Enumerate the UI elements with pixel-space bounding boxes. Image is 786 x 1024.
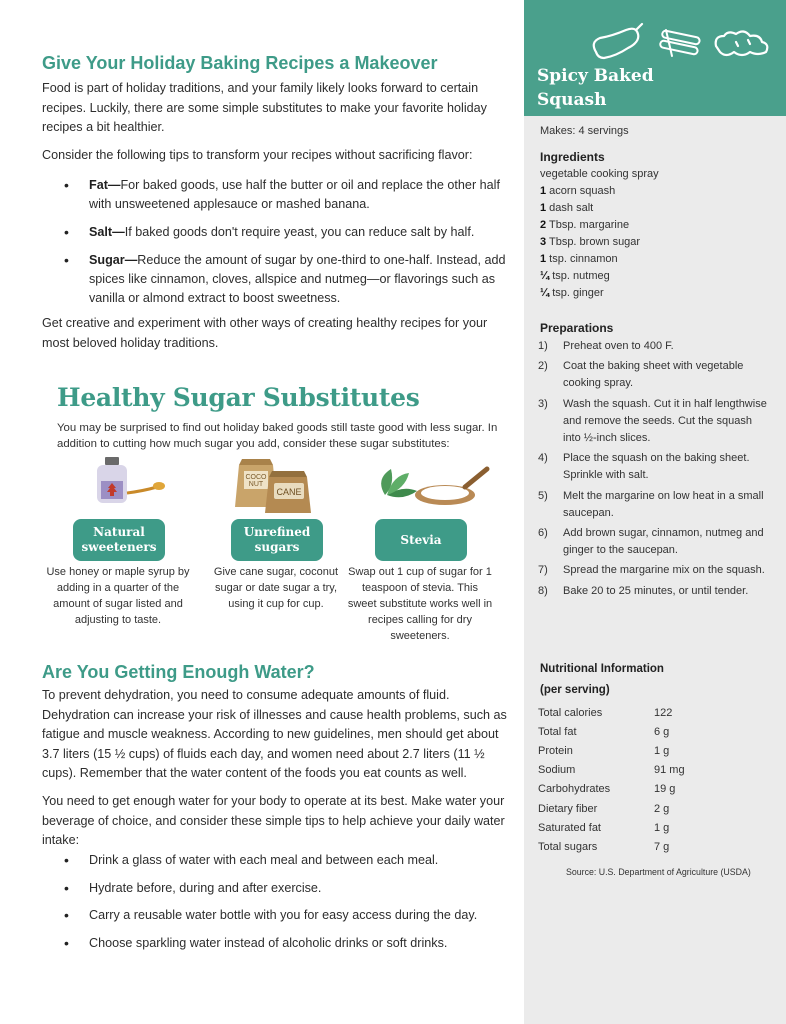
- recipe-header: [524, 0, 786, 116]
- source-note: Source: U.S. Department of Agriculture (USDA): [566, 867, 751, 877]
- cane-bag-label: CANE: [276, 487, 302, 497]
- ingredient: 2 Tbsp. margarine: [540, 219, 630, 231]
- water-heading: Are You Getting Enough Water?: [42, 662, 315, 682]
- servings: Makes: 4 servings: [540, 125, 629, 137]
- water-tip: • Drink a glass of water with each meal and between each meal.: [42, 851, 512, 870]
- squash-icon: [594, 24, 642, 58]
- ingredient: 1 dash salt: [540, 202, 594, 214]
- recipe-icons: [586, 20, 776, 64]
- prep-step: 6) Add brown sugar, cinnamon, nutmeg and ginger to the saucepan.: [538, 527, 764, 557]
- sugar-intro: You may be surprised to find out holiday baked goods still taste good with less sugar. In addition to cutting how much sugar you add, consider these sugar substitutes:: [57, 422, 498, 450]
- makeover-intro: Food is part of holiday traditions, and your family likely looks forward to certain recipes. Luckily, there are some simple substitutes to make your favorite holiday recipes a bit healthier.: [42, 81, 487, 134]
- water-tip: • Choose sparkling water instead of alcoholic drinks or soft drinks.: [42, 934, 512, 953]
- prep-step: 5) Melt the margarine on low heat in a small saucepan.: [538, 489, 764, 519]
- recipe-sidebar: [524, 0, 786, 1024]
- nutrition-row: Sodium 91 mg: [538, 764, 685, 777]
- nutrition-row: Total fat 6 g: [538, 725, 670, 738]
- sugar-substitutes-panel: [42, 380, 512, 642]
- nutrition-row: Saturated fat 1 g: [538, 821, 670, 834]
- tip-sugar: • Sugar—Reduce the amount of sugar by one-third to one-half. Instead, add spices like cinnamon, cloves, allspice and nutmeg—or flavorings such as vanilla or almond extract to boost sweetness.: [42, 251, 512, 308]
- ingredients-list: [540, 166, 659, 302]
- recipe-title: Spicy Baked Squash: [537, 66, 654, 110]
- ingredient: ¼ tsp. nutmeg: [540, 270, 610, 282]
- tip-fat: • Fat—For baked goods, use half the butter or oil and replace the other half with unsweetened applesauce or mashed banana.: [42, 176, 512, 214]
- nutrition-table: [538, 703, 685, 857]
- coconut-bag-label: COCO: [245, 474, 267, 481]
- unrefined-sugars-desc: Give cane sugar, coconut sugar or date sugar a try, using it cup for cup.: [213, 566, 339, 610]
- substitute-unrefined-sugars: [203, 455, 349, 625]
- water-tips: [42, 851, 512, 953]
- natural-sweeteners-desc: Use honey or maple syrup by adding in a quarter of the amount of sugar listed and adjusting to taste.: [46, 566, 190, 626]
- prep-step: 3) Wash the squash. Cut it in half lengthwise and remove the seeds. Cut the squash into ½-inch slices.: [538, 397, 767, 445]
- nutrition-row: Dietary fiber 2 g: [538, 802, 670, 815]
- nutrition-subheading: (per serving): [540, 684, 610, 696]
- nutrition-row: Total sugars 7 g: [538, 840, 670, 853]
- water-tip: • Carry a reusable water bottle with you for easy access during the day.: [42, 906, 512, 925]
- makeover-heading: Give Your Holiday Baking Recipes a Makeover: [42, 53, 438, 73]
- substitute-stevia: [347, 455, 493, 642]
- water-paragraph-2: You need to get enough water for your body to operate at its best. Make water your beverage of choice, and consider these simple tips to help achieve your daily water intake:: [42, 794, 505, 847]
- sugar-title: Healthy Sugar Substitutes: [57, 383, 420, 412]
- unrefined-sugars-label: Unrefined sugars: [231, 519, 323, 561]
- prep-step: 2) Coat the baking sheet with vegetable cooking spray.: [538, 360, 744, 390]
- ingredient: 1 tsp. cinnamon: [540, 253, 618, 265]
- ingredient: 3 Tbsp. brown sugar: [540, 236, 641, 248]
- substitute-natural-sweeteners: [45, 455, 191, 625]
- water-paragraph-1: To prevent dehydration, you need to consume adequate amounts of fluid. Dehydration can increase your risk of illnesses and cause health problems, such as fatigue and muscle weakness. According to new guidelines, men should get about 3.7 liters (15 ½ cups) of fluids each day, and women need about 2.7 liters (11 ½ cups). Remember that the water content of the foods you eat counts as well.: [42, 688, 507, 780]
- ginger-root-icon: [716, 31, 768, 55]
- stevia-desc: Swap out 1 cup of sugar for 1 teaspoon of stevia. This sweet substitute works well in recipes calling for dry sweeteners.: [347, 566, 493, 642]
- natural-sweeteners-label: Natural sweeteners: [73, 519, 165, 561]
- cinnamon-sticks-icon: [660, 30, 701, 56]
- prep-step: 1) Preheat oven to 400 F.: [538, 340, 674, 352]
- prep-step: 7) Spread the margarine mix on the squash.: [538, 564, 765, 577]
- nutrition-row: Protein 1 g: [538, 744, 670, 757]
- makeover-closing: Get creative and experiment with other ways of creating healthy recipes for your most beloved holiday traditions.: [42, 316, 488, 350]
- makeover-tips: [42, 176, 512, 308]
- preparation-steps: [538, 338, 768, 603]
- ingredient: ¼ tsp. ginger: [540, 287, 604, 299]
- water-tip: • Hydrate before, during and after exercise.: [42, 879, 512, 898]
- sugar-bags-icon: [203, 455, 349, 515]
- preparations-heading: Preparations: [540, 321, 614, 335]
- nutrition-row: Carbohydrates 19 g: [538, 783, 676, 796]
- prep-step: 4) Place the squash on the baking sheet. Sprinkle with salt.: [538, 452, 750, 482]
- prep-step: 8) Bake 20 to 25 minutes, or until tender.: [538, 584, 749, 597]
- nutrition-row: Total calories 122: [538, 706, 673, 719]
- stevia-label: Stevia: [375, 519, 467, 561]
- nutrition-heading: Nutritional Information: [540, 663, 664, 675]
- coconut-bag-label-2: NUT: [248, 481, 264, 488]
- makeover-lead: Consider the following tips to transform your recipes without sacrificing flavor:: [42, 148, 473, 162]
- stevia-leaf-icon: [347, 455, 493, 515]
- tip-salt: • Salt—If baked goods don't require yeast, you can reduce salt by half.: [42, 223, 512, 242]
- syrup-bottle-icon: [45, 455, 191, 515]
- ingredient: vegetable cooking spray: [540, 168, 659, 180]
- ingredient: 1 acorn squash: [540, 185, 616, 197]
- ingredients-heading: Ingredients: [540, 150, 605, 164]
